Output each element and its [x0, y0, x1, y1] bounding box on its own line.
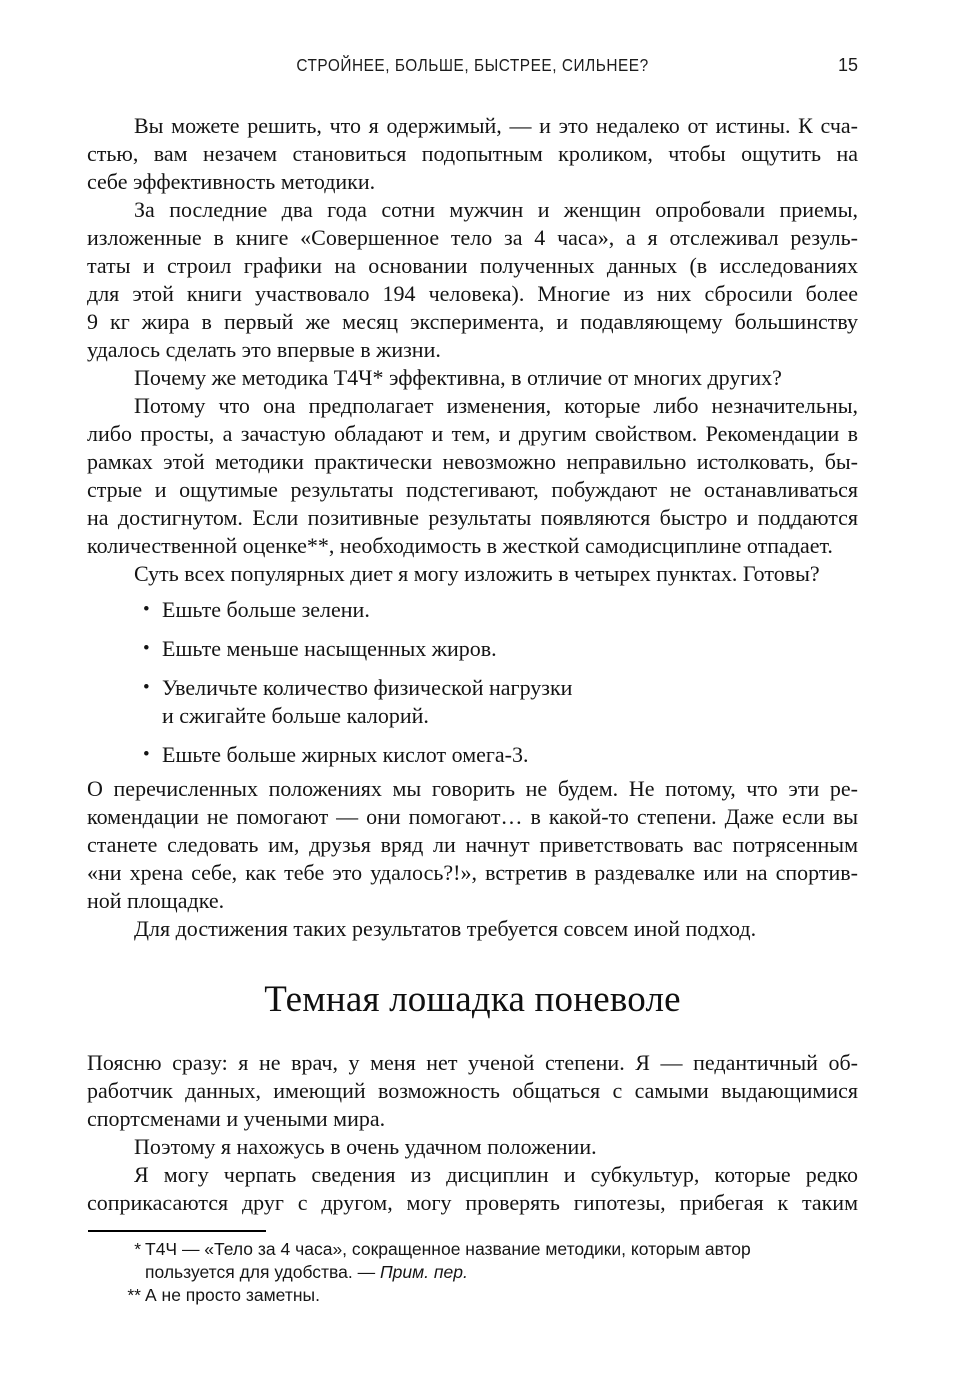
body-line: Для достижения таких результатов требуется совсем иной подход. — [134, 916, 757, 941]
body-content — [87, 112, 858, 1217]
list-item-text — [162, 596, 858, 624]
body-line: рамках этой методики практически невозможно неправильно истолковать, бы- — [87, 449, 858, 474]
text-block — [87, 54, 858, 1307]
footnote-marker: * — [134, 1239, 141, 1259]
footnote — [87, 1238, 858, 1284]
running-header — [87, 54, 858, 76]
body-line: стрые и ощутимые результаты подстегивают, побуждают не останавливаться — [87, 477, 858, 502]
list-item — [87, 596, 858, 624]
body-line: «ни хрена себе, как тебе это удалось?!», встретив в раздевалке или на спортив- — [87, 860, 858, 885]
body-line: Поясню сразу: я не врач, у меня нет ученой степени. Я — педантичный об- — [87, 1050, 858, 1075]
paragraph — [87, 1161, 858, 1217]
bullet-icon: • — [143, 744, 150, 765]
body-line: комендации не помогают — они помогают… в какой-то степени. Даже если вы — [87, 804, 858, 829]
body-line: Ешьте меньше насыщенных жиров. — [162, 636, 497, 661]
footnote-marker: ** — [127, 1285, 141, 1305]
footnote-line — [145, 1261, 858, 1284]
body-line: Потому что она предполагает изменения, которые либо незначительны, — [134, 393, 858, 418]
footnote-line — [145, 1284, 858, 1307]
body-line: 9 кг жира в первый же месяц эксперимента, и подавляющему большинству — [87, 309, 858, 334]
list-item-text — [162, 635, 858, 663]
body-line: За последние два года сотни мужчин и женщин опробовали приемы, — [134, 197, 858, 222]
footnote-text: Т4Ч — «Тело за 4 часа», сокращенное название методики, которым автор — [145, 1239, 751, 1259]
body-line: спортсменами и учеными мира. — [87, 1106, 386, 1131]
body-line: Ешьте больше жирных кислот омега-3. — [162, 742, 529, 767]
list-item — [87, 635, 858, 663]
paragraph — [87, 1133, 858, 1161]
list-item — [87, 741, 858, 769]
footnote-text: пользуется для удобства. — — [145, 1262, 380, 1282]
footnote — [87, 1284, 858, 1307]
paragraph — [87, 196, 858, 364]
list-item-text — [162, 674, 858, 730]
body-line: таты и строил графики на основании полученных данных (в исследованиях — [87, 253, 858, 278]
paragraph — [87, 775, 858, 915]
paragraph — [87, 915, 858, 943]
running-title: СТРОЙНЕЕ, БОЛЬШЕ, БЫСТРЕЕ, СИЛЬНЕЕ? — [296, 55, 649, 75]
paragraph — [87, 112, 858, 196]
body-line: либо просты, а зачастую обладают и тем, и другим свойством. Рекомендации в — [87, 421, 858, 446]
body-line: удалось сделать это впервые в жизни. — [87, 337, 441, 362]
body-line: для этой книги участвовало 194 человека). Многие из них сбросили более — [87, 281, 858, 306]
body-line: стью, вам незачем становиться подопытным кроликом, чтобы ощутить на — [87, 141, 858, 166]
body-line: на достигнутом. Если позитивные результаты появляются быстро и поддаются — [87, 505, 858, 530]
body-line: О перечисленных положениях мы говорить не будем. Не потому, что эти ре- — [87, 776, 858, 801]
body-line: Ешьте больше зелени. — [162, 597, 370, 622]
footnotes — [87, 1230, 858, 1307]
paragraph — [87, 364, 858, 392]
body-line: изложенные в книге «Совершенное тело за 4 часа», а я отслеживал резуль- — [87, 225, 858, 250]
bullet-icon: • — [143, 638, 150, 659]
body-line: Почему же методика Т4Ч* эффективна, в отличие от многих других? — [134, 365, 782, 390]
page-number: 15 — [837, 55, 858, 75]
body-line: Вы можете решить, что я одержимый, — и это недалеко от истины. К сча- — [134, 113, 858, 138]
paragraph — [87, 392, 858, 560]
paragraph — [87, 1049, 858, 1133]
footnote-translator-note: Прим. пер. — [379, 1262, 468, 1282]
body-line: работчик данных, имеющий возможность общаться с самыми выдающимися — [87, 1078, 858, 1103]
body-line: Поэтому я нахожусь в очень удачном положении. — [134, 1134, 597, 1159]
footnote-line — [145, 1238, 858, 1261]
body-line: и сжигайте больше калорий. — [162, 703, 429, 728]
body-line: ной площадке. — [87, 888, 225, 913]
bullet-icon: • — [143, 677, 150, 698]
body-line: Я могу черпать сведения из дисциплин и субкультур, которые редко — [134, 1162, 858, 1187]
footnote-rule — [88, 1230, 266, 1232]
paragraph — [87, 560, 858, 588]
footnote-text: А не просто заметны. — [145, 1285, 320, 1305]
body-line: себе эффективность методики. — [87, 169, 376, 194]
bullet-icon: • — [143, 599, 150, 620]
list-item — [87, 674, 858, 730]
section-heading: Темная лошадка поневоле — [264, 979, 681, 1020]
body-line: количественной оценке**, необходимость в жесткой самодисциплине отпадает. — [87, 533, 833, 558]
list-item-text — [162, 741, 858, 769]
body-line: соприкасаются друг с другом, могу проверять гипотезы, прибегая к таким — [87, 1190, 858, 1215]
body-line: станете следовать им, друзья вряд ли начнут приветствовать вас потрясенным — [87, 832, 858, 857]
body-line: Увеличьте количество физической нагрузки — [162, 675, 573, 700]
bullet-list — [87, 596, 858, 769]
body-line: Суть всех популярных диет я могу изложить в четырех пунктах. Готовы? — [134, 561, 820, 586]
